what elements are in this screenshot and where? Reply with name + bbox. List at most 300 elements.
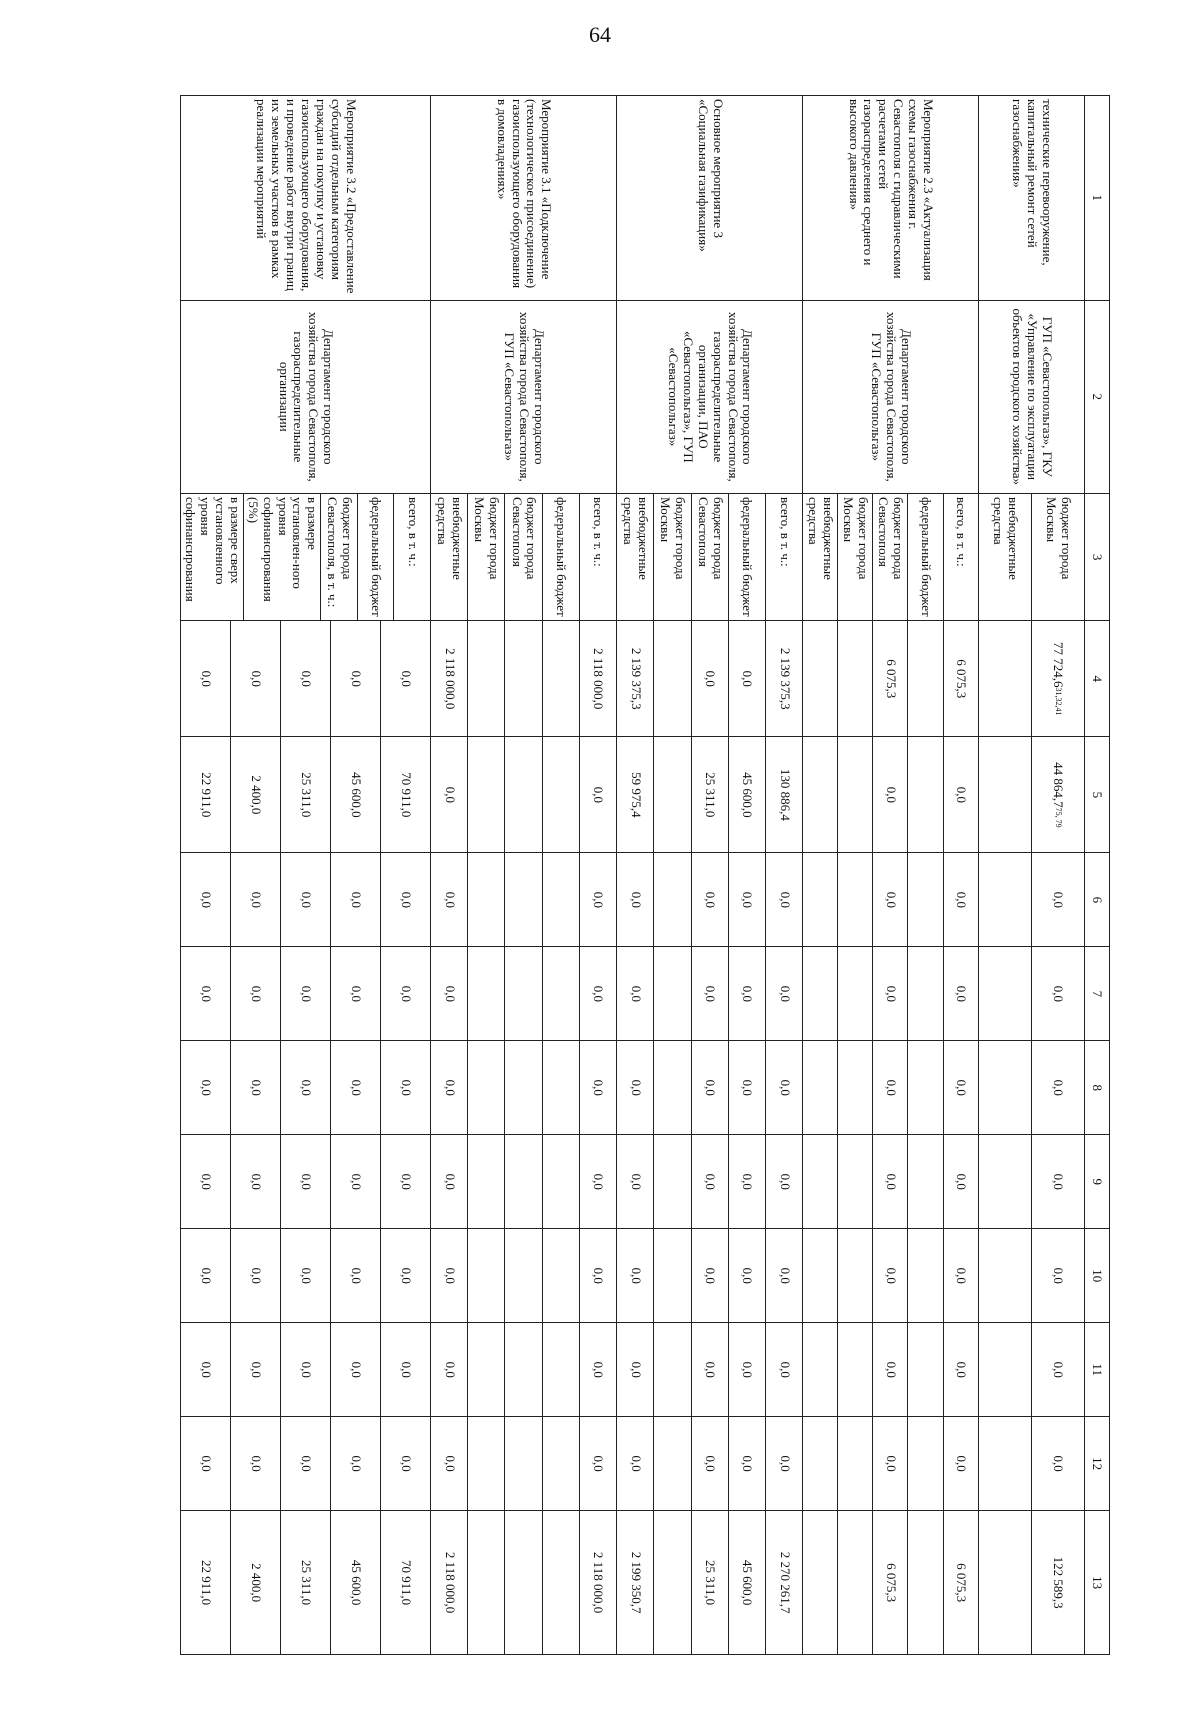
value: 0,0 [943,1323,978,1416]
value: 130 886,4 [765,737,802,852]
value [467,737,504,852]
value: 0,0 [198,985,214,1002]
value: 0,0 [330,1041,380,1134]
value [653,1511,690,1654]
value: 77 724,6 31,32,41 [1031,621,1084,736]
value: 0,0 [280,1323,330,1416]
value: 2 118 000,0 [579,621,616,736]
value-cell-col-7 [617,947,803,1041]
value: 0,0 [442,1079,458,1096]
value [837,621,872,736]
value: 0,0 [943,1229,978,1322]
value [542,1135,579,1228]
value [542,1417,579,1510]
value: 0,0 [230,947,280,1040]
value: 0,0 [579,1229,616,1322]
column-header: 13 [1085,1511,1110,1655]
table-row [978,96,1084,1655]
value [467,621,504,736]
value-cell-col-6 [617,853,803,947]
column-header: 6 [1085,853,1110,947]
value: 0,0 [280,1417,330,1510]
value-cell-col-11 [803,1323,978,1417]
value: 0,0 [442,985,458,1002]
value: 25 311,0 [691,737,728,852]
funding-table [180,95,1110,1655]
value [653,1417,690,1510]
value: 0,0 [1031,853,1084,946]
value [979,1511,1031,1654]
value-cell-col-5 [430,737,616,853]
value-cell-col-5 [181,737,431,853]
column-header: 8 [1085,1041,1110,1135]
value: 0,0 [442,891,458,908]
value: 0,0 [628,1267,644,1284]
value: 0,0 [280,1041,330,1134]
value: 0,0 [872,1417,907,1510]
value: 0,0 [579,1041,616,1134]
value: 0,0 [330,1229,380,1322]
value [907,947,942,1040]
value: 0,0 [628,1173,644,1190]
column-header: 12 [1085,1417,1110,1511]
executor: ГУП «Севастопольгаз», ГКУ «Управление по эксплуатации объектов городского хозяйства» [978,300,1084,493]
value: 6 075,3 [943,1511,978,1654]
value-cell-col-10 [181,1229,431,1323]
funding-source: внебюджетные средства [990,497,1021,580]
table-row [617,96,803,1655]
column-header: 11 [1085,1323,1110,1417]
value-cell-col-4 [617,621,803,737]
value: 0,0 [691,1041,728,1134]
value: 0,0 [380,947,430,1040]
value: 45 600,0 [728,1511,765,1654]
value: 0,0 [230,1135,280,1228]
value: 0,0 [380,621,430,736]
value [979,621,1031,736]
executor: Департамент городского хозяйства города Севастополя, газораспределительные организации [181,300,431,493]
value [803,621,837,736]
value [979,947,1031,1040]
column-header: 9 [1085,1135,1110,1229]
value: 0,0 [765,853,802,946]
value: 0,0 [628,1079,644,1096]
funding-source: всего, в т. ч.: [393,494,430,620]
value: 45 600,0 [330,1511,380,1654]
value-cell-col-4 [978,621,1084,737]
value [907,1511,942,1654]
value [979,1229,1031,1322]
value [837,1135,872,1228]
value-cell-col-11 [617,1323,803,1417]
funding-source: в размере установлен-ного уровня софинансирования (5%) [243,494,321,620]
value [907,737,942,852]
value [803,1135,837,1228]
value [837,1229,872,1322]
value [542,621,579,736]
value: 0,0 [380,1323,430,1416]
value: 0,0 [628,985,644,1002]
value [837,737,872,852]
value: 0,0 [230,1323,280,1416]
value: 0,0 [1031,1135,1084,1228]
value: 0,0 [691,1229,728,1322]
value [979,1323,1031,1416]
footnote-ref: 75, 79 [1053,807,1063,828]
value: 0,0 [691,621,728,736]
value [467,1511,504,1654]
value: 45 600,0 [728,737,765,852]
value [467,947,504,1040]
value: 0,0 [380,1417,430,1510]
funding-source: бюджет города Москвы [837,494,872,620]
measure-name: Мероприятие 3.1 «Подключение (технологическое присоединение) газоиспользующего оборудования в домовладениях» [430,96,616,301]
value [907,853,942,946]
value: 0,0 [765,1135,802,1228]
value: 0,0 [330,1135,380,1228]
value: 0,0 [872,1041,907,1134]
value: 2 270 261,7 [765,1511,802,1654]
value: 0,0 [198,1361,214,1378]
value [803,853,837,946]
value: 0,0 [330,1323,380,1416]
table-row [803,96,978,1655]
value: 0,0 [230,1229,280,1322]
value-cell-col-10 [803,1229,978,1323]
value-cell-col-13 [617,1511,803,1655]
value: 22 911,0 [198,772,214,818]
measure-name: технические перевооружение, капитальный ремонт сетей газоснабжения» [978,96,1084,301]
executor: Департамент городского хозяйства города Севастополя, газораспределительные организации, ПАО «Севастопольгаз», ГУП «Севастопольгаз» [617,300,803,493]
value: 0,0 [330,947,380,1040]
value: 0,0 [765,1417,802,1510]
column-header: 1 [1085,96,1110,301]
value [803,1511,837,1654]
value [907,1229,942,1322]
value: 25 311,0 [280,737,330,852]
value [653,737,690,852]
value [504,853,541,946]
value [542,1041,579,1134]
funding-source: бюджет города Москвы [653,494,690,620]
measure-name: Основное мероприятие 3 «Социальная газификация» [617,96,803,301]
value: 0,0 [943,1135,978,1228]
value: 0,0 [691,1417,728,1510]
value: 2 118 000,0 [442,1551,458,1614]
value-cell-col-5 [803,737,978,853]
value-cell-col-9 [430,1135,616,1229]
value [504,1323,541,1416]
value-cell-col-6 [978,853,1084,947]
funding-source: внебюджетные средства [806,497,837,580]
value [504,737,541,852]
value: 44 864,7 75, 79 [1031,737,1084,852]
value: 0,0 [728,1135,765,1228]
value: 0,0 [198,1455,214,1472]
value: 122 589,3 [1031,1511,1084,1654]
value: 0,0 [579,1417,616,1510]
value: 0,0 [579,1135,616,1228]
value-cell-col-12 [803,1417,978,1511]
value-cell-col-6 [430,853,616,947]
value: 70 911,0 [380,1511,430,1654]
value: 6 075,3 [872,1511,907,1654]
value [979,853,1031,946]
value [467,1417,504,1510]
value [542,1323,579,1416]
value [653,947,690,1040]
value [979,1417,1031,1510]
value: 0,0 [728,947,765,1040]
value [803,947,837,1040]
funding-source: всего, в т. ч.: [943,494,978,620]
value: 0,0 [728,853,765,946]
value [803,737,837,852]
value-cell-col-4 [803,621,978,737]
value [504,1229,541,1322]
value: 0,0 [330,853,380,946]
value [542,1511,579,1654]
value: 0,0 [872,737,907,852]
funding-source: федеральный бюджет [357,494,394,620]
value: 0,0 [691,853,728,946]
value-cell-col-8 [803,1041,978,1135]
funding-source: федеральный бюджет [542,494,579,620]
value-cell-col-4 [181,621,431,737]
value: 0,0 [765,1041,802,1134]
value-cell-col-12 [430,1417,616,1511]
value-cell-col-7 [430,947,616,1041]
value [907,621,942,736]
value [837,1041,872,1134]
value [653,1041,690,1134]
value: 0,0 [872,947,907,1040]
measure-name: Мероприятие 3.2 «Предоставление субсидий отдельным категориям граждан на покупку и установку газоиспользующего оборудования, и проведение работ внутри границ их земельных участков в рамках реализации мероприятий [181,96,431,301]
column-header: 7 [1085,947,1110,1041]
value: 0,0 [728,1417,765,1510]
value: 0,0 [198,1173,214,1190]
value: 0,0 [1031,1229,1084,1322]
value: 0,0 [198,891,214,908]
value: 0,0 [1031,1041,1084,1134]
executor: Департамент городского хозяйства города Севастополя, ГУП «Севастопольгаз» [803,300,978,493]
value [979,1041,1031,1134]
value [542,737,579,852]
value: 0,0 [765,947,802,1040]
value-cell-col-10 [978,1229,1084,1323]
value [504,1511,541,1654]
funding-sources [803,494,978,621]
value: 22 911,0 [198,1560,214,1606]
value: 0,0 [442,1455,458,1472]
value: 0,0 [728,1323,765,1416]
table-row [430,96,616,1655]
value-cell-col-12 [978,1417,1084,1511]
value-cell-col-9 [181,1135,431,1229]
funding-source: в размере сверх установленного уровня софинансирования [182,497,243,602]
value: 0,0 [230,1041,280,1134]
value: 0,0 [579,853,616,946]
value [907,1323,942,1416]
value-cell-col-13 [181,1511,431,1655]
value: 0,0 [1031,1417,1084,1510]
measure-name: Мероприятие 2.3 «Актуализация схемы газоснабжения г. Севастополя с гидравлическими расчетами сетей газораспределения среднего и высокого давления» [803,96,978,301]
value: 0,0 [280,947,330,1040]
value: 0,0 [579,737,616,852]
value: 0,0 [628,891,644,908]
value: 0,0 [442,786,458,803]
value [837,947,872,1040]
value-cell-col-4 [430,621,616,737]
value-cell-col-9 [978,1135,1084,1229]
funding-sources [978,494,1084,621]
value: 2 199 350,7 [628,1551,644,1614]
value: 25 311,0 [691,1511,728,1654]
value [504,1417,541,1510]
value: 25 311,0 [280,1511,330,1654]
value-cell-col-8 [978,1041,1084,1135]
value [979,1135,1031,1228]
value [837,1323,872,1416]
value [803,1323,837,1416]
value [467,853,504,946]
value-cell-col-8 [181,1041,431,1135]
value: 0,0 [628,1455,644,1472]
value: 0,0 [728,1041,765,1134]
value [542,947,579,1040]
value: 0,0 [330,621,380,736]
funding-source: бюджет города Севастополя, в т. ч.: [320,494,357,620]
funding-source: внебюджетные средства [435,497,466,580]
value-cell-col-13 [978,1511,1084,1655]
funding-sources [181,494,431,621]
value-cell-col-7 [978,947,1084,1041]
value: 70 911,0 [380,737,430,852]
value-cell-col-12 [617,1417,803,1511]
value [653,1135,690,1228]
value [653,1323,690,1416]
value: 0,0 [691,947,728,1040]
value: 0,0 [230,621,280,736]
value: 0,0 [943,853,978,946]
value: 2 139 375,3 [628,647,644,710]
value: 0,0 [872,853,907,946]
value: 0,0 [872,1135,907,1228]
funding-sources [430,494,616,621]
footnote-ref: 31,32,41 [1053,687,1063,716]
value [653,853,690,946]
funding-source: всего, в т. ч.: [579,494,616,620]
funding-source: бюджет города Севастополя [504,494,541,620]
value-cell-col-12 [181,1417,431,1511]
value [803,1229,837,1322]
column-header: 5 [1085,737,1110,853]
value: 0,0 [198,1267,214,1284]
value [907,1135,942,1228]
value: 45 600,0 [330,737,380,852]
column-header: 4 [1085,621,1110,737]
value-cell-col-10 [430,1229,616,1323]
value: 0,0 [691,1323,728,1416]
value [837,1417,872,1510]
value: 0,0 [943,737,978,852]
value: 0,0 [380,853,430,946]
value: 0,0 [691,1135,728,1228]
value: 0,0 [280,1229,330,1322]
value-cell-col-7 [803,947,978,1041]
funding-source: бюджет города Москвы [1031,494,1084,620]
value: 0,0 [1031,947,1084,1040]
value [907,1417,942,1510]
value [467,1323,504,1416]
value: 0,0 [765,1229,802,1322]
value: 2 118 000,0 [579,1511,616,1654]
value: 0,0 [765,1323,802,1416]
value [803,1041,837,1134]
value [542,1229,579,1322]
funding-source: федеральный бюджет [728,494,765,620]
value [467,1135,504,1228]
funding-source: всего, в т. ч.: [765,494,802,620]
value: 0,0 [628,1361,644,1378]
value: 0,0 [872,1229,907,1322]
value [504,1135,541,1228]
value-cell-col-9 [617,1135,803,1229]
value [653,1229,690,1322]
value: 0,0 [280,1135,330,1228]
value: 0,0 [943,947,978,1040]
page-number: 64 [589,22,611,47]
value: 0,0 [280,853,330,946]
value-cell-col-10 [617,1229,803,1323]
funding-source: внебюджетные средства [621,497,652,580]
value [504,947,541,1040]
value: 2 118 000,0 [442,648,458,710]
value: 0,0 [872,1323,907,1416]
value [803,1417,837,1510]
value-cell-col-11 [430,1323,616,1417]
value: 2 400,0 [230,737,280,852]
value-cell-col-5 [617,737,803,853]
value-cell-col-8 [430,1041,616,1135]
value-cell-col-7 [181,947,431,1041]
value: 0,0 [442,1267,458,1284]
value: 0,0 [1031,1323,1084,1416]
value: 0,0 [380,1041,430,1134]
column-header: 2 [1085,300,1110,493]
value: 0,0 [579,1323,616,1416]
value: 0,0 [442,1361,458,1378]
value-cell-col-6 [803,853,978,947]
funding-source: бюджет города Севастополя [872,494,907,620]
value: 0,0 [943,1041,978,1134]
value: 0,0 [728,621,765,736]
value: 6 075,3 [943,621,978,736]
value: 0,0 [230,1417,280,1510]
value: 0,0 [280,621,330,736]
column-header: 3 [1085,494,1110,621]
value-cell-col-13 [430,1511,616,1655]
value: 0,0 [380,1229,430,1322]
value: 0,0 [198,670,214,687]
value-cell-col-13 [803,1511,978,1655]
value [542,853,579,946]
value: 2 400,0 [230,1511,280,1654]
funding-source: федеральный бюджет [907,494,942,620]
table-row [181,96,431,1655]
column-header: 10 [1085,1229,1110,1323]
value [467,1229,504,1322]
